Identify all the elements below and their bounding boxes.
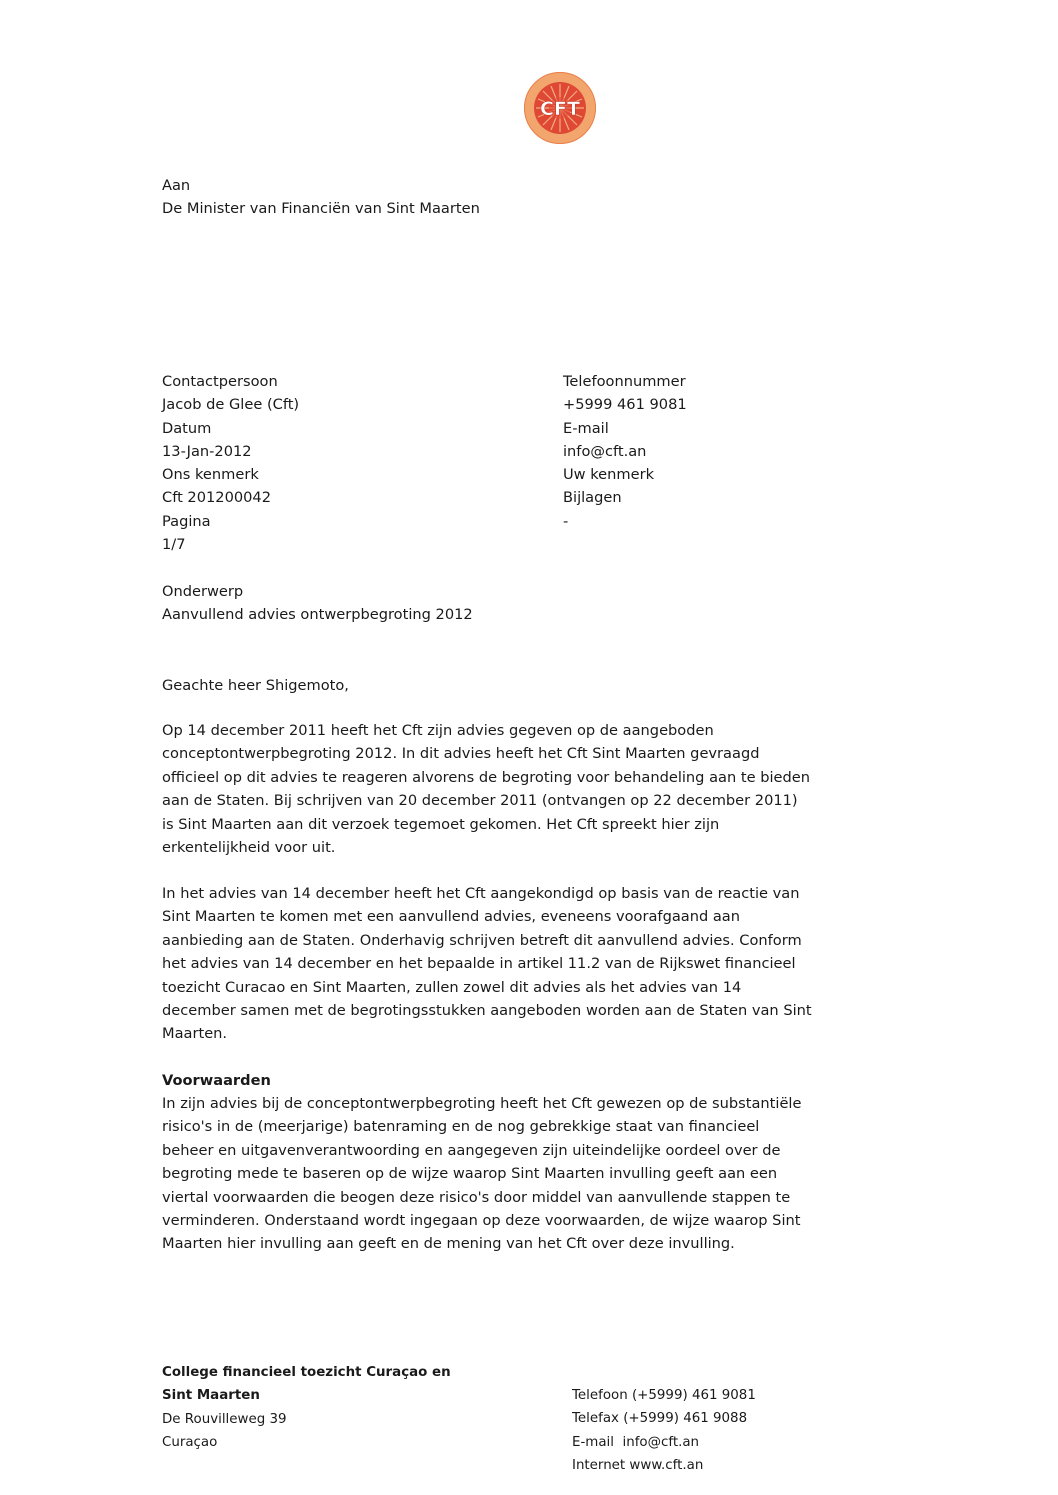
cft-logo bbox=[523, 71, 597, 145]
section-heading: Voorwaarden bbox=[162, 1072, 271, 1089]
footer-internet: Internet www.cft.an bbox=[572, 1457, 704, 1473]
paragraph-line: het advies van 14 december en het bepaalde in artikel 11.2 van de Rijkswet financieel bbox=[162, 955, 796, 973]
footer-city: Curaçao bbox=[162, 1434, 218, 1450]
footer-address bbox=[162, 1361, 451, 1454]
meta-label-ons-kenmerk: Ons kenmerk bbox=[162, 466, 259, 484]
paragraph-line: december samen met de begrotingsstukken aangeboden worden aan de Staten van Sint bbox=[162, 1002, 812, 1020]
paragraph-line: viertal voorwaarden die beogen deze risico's door middel van aanvullende stappen te bbox=[162, 1188, 791, 1206]
paragraph-line: In het advies van 14 december heeft het Cft aangekondigd op basis van de reactie van bbox=[162, 885, 800, 902]
meta-left-column bbox=[162, 370, 299, 556]
footer-telefoon: Telefoon (+5999) 461 9081 bbox=[572, 1388, 756, 1403]
paragraph-line: aanbieding aan de Staten. Onderhavig schrijven betreft dit aanvullend advies. Conform bbox=[162, 931, 802, 949]
subject-label: Onderwerp bbox=[162, 583, 244, 600]
meta-label-bijlagen: Bijlagen bbox=[563, 489, 622, 507]
paragraph-line: officieel op dit advies te reageren alvorens de begroting voor behandeling aan te bieden bbox=[162, 768, 810, 786]
body-paragraph-2 bbox=[162, 882, 862, 1046]
paragraph-line: In zijn advies bij de conceptontwerpbegroting heeft het Cft gewezen op de substantiële bbox=[162, 1095, 802, 1112]
meta-value-telefoonnummer: +5999 461 9081 bbox=[563, 396, 687, 414]
recipient-block bbox=[162, 174, 480, 221]
paragraph-line: Maarten hier invulling aan geeft en de mening van het Cft over deze invulling. bbox=[162, 1235, 735, 1253]
meta-value-datum: 13-Jan-2012 bbox=[162, 442, 252, 460]
paragraph-line: erkentelijkheid voor uit. bbox=[162, 839, 336, 857]
footer-contact bbox=[572, 1384, 756, 1477]
body-paragraph-3 bbox=[162, 1092, 862, 1256]
footer-email: E-mail info@cft.an bbox=[572, 1434, 700, 1450]
salutation: Geachte heer Shigemoto, bbox=[162, 677, 349, 694]
meta-value-ons-kenmerk: Cft 201200042 bbox=[162, 489, 271, 507]
paragraph-line: is Sint Maarten aan dit verzoek tegemoet gekomen. Het Cft spreekt hier zijn bbox=[162, 815, 720, 833]
recipient-name: De Minister van Financiën van Sint Maarten bbox=[162, 200, 480, 218]
meta-label-datum: Datum bbox=[162, 419, 212, 437]
subject-value: Aanvullend advies ontwerpbegroting 2012 bbox=[162, 606, 473, 624]
meta-value-email: info@cft.an bbox=[563, 442, 647, 460]
paragraph-line: begroting mede te baseren op de wijze waarop Sint Maarten invulling geeft aan een bbox=[162, 1165, 778, 1183]
meta-value-contactpersoon: Jacob de Glee (Cft) bbox=[162, 396, 300, 414]
paragraph-line: beheer en uitgavenverantwoording en aangegeven zijn uiteindelijke oordeel over de bbox=[162, 1141, 781, 1159]
logo-text: CFT bbox=[540, 98, 580, 120]
paragraph-line: conceptontwerpbegroting 2012. In dit advies heeft het Cft Sint Maarten gevraagd bbox=[162, 745, 760, 763]
meta-label-pagina: Pagina bbox=[162, 512, 211, 530]
footer-org-name-cont: Sint Maarten bbox=[162, 1388, 260, 1404]
paragraph-line: Sint Maarten te komen met een aanvullend advies, eveneens voorafgaand aan bbox=[162, 908, 740, 926]
cft-logo-icon bbox=[523, 71, 597, 145]
footer-street: De Rouvilleweg 39 bbox=[162, 1411, 287, 1427]
meta-right-column bbox=[563, 370, 687, 533]
paragraph-line: risico's in de (meerjarige) batenraming en de nog gebrekkige staat van financieel bbox=[162, 1118, 760, 1136]
paragraph-line: Maarten. bbox=[162, 1025, 228, 1043]
subject-block bbox=[162, 580, 473, 627]
body-paragraph-1 bbox=[162, 719, 862, 859]
meta-value-bijlagen: - bbox=[563, 512, 569, 530]
meta-label-contactpersoon: Contactpersoon bbox=[162, 373, 278, 390]
meta-label-email: E-mail bbox=[563, 419, 609, 437]
meta-value-pagina: 1/7 bbox=[162, 536, 186, 554]
paragraph-line: toezicht Curacao en Sint Maarten, zullen zowel dit advies als het advies van 14 bbox=[162, 978, 742, 996]
paragraph-line: verminderen. Onderstaand wordt ingegaan op deze voorwaarden, de wijze waarop Sint bbox=[162, 1212, 801, 1230]
paragraph-line: aan de Staten. Bij schrijven van 20 december 2011 (ontvangen op 22 december 2011) bbox=[162, 792, 798, 810]
meta-label-telefoonnummer: Telefoonnummer bbox=[563, 373, 686, 390]
recipient-label: Aan bbox=[162, 177, 191, 194]
footer-telefax: Telefax (+5999) 461 9088 bbox=[572, 1411, 748, 1427]
paragraph-line: Op 14 december 2011 heeft het Cft zijn advies gegeven op de aangeboden bbox=[162, 722, 714, 739]
footer-org-name: College financieel toezicht Curaçao en bbox=[162, 1365, 451, 1380]
meta-label-uw-kenmerk: Uw kenmerk bbox=[563, 466, 655, 484]
